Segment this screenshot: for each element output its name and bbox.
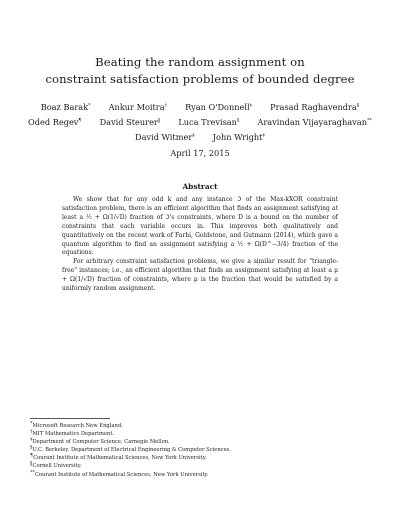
affiliation-mark: * — [88, 102, 91, 109]
footnote — [30, 462, 370, 470]
author-name: Boaz Barak — [40, 102, 89, 112]
author — [41, 100, 91, 115]
title-line-1: Beating the random assignment on — [95, 55, 305, 69]
affiliation-mark: ‡ — [262, 132, 265, 139]
paper-title — [0, 54, 400, 88]
footnote-mark: * — [30, 420, 33, 427]
affiliation-mark: ‡ — [249, 102, 253, 109]
author-name: John Wright — [212, 132, 263, 142]
abstract-heading: Abstract — [182, 182, 218, 191]
footnote-mark: ** — [30, 468, 35, 475]
abstract-body — [62, 196, 338, 294]
affiliation-mark: ‖ — [157, 117, 161, 124]
footnote-mark: § — [30, 444, 33, 451]
affiliation-mark: ‡ — [192, 132, 195, 139]
author-row — [30, 100, 370, 115]
footnote-text: Cornell University. — [32, 463, 82, 470]
footnotes — [30, 422, 370, 479]
author — [270, 100, 359, 115]
author-name: Aravindan Vijayaraghavan — [257, 117, 367, 127]
affiliation-mark: ¶ — [78, 117, 82, 124]
footnote-mark: ‖ — [30, 460, 33, 467]
footnote — [30, 468, 370, 479]
affiliation-mark: § — [236, 117, 240, 124]
author-name: David Witmer — [135, 132, 193, 142]
author — [109, 100, 167, 115]
footnote-mark: ¶ — [30, 452, 34, 459]
author-name: David Steurer — [99, 117, 158, 127]
paper-date: April 17, 2015 — [170, 148, 230, 158]
author — [185, 100, 252, 115]
footnote-text: Microsoft Research New England. — [32, 423, 123, 429]
footnote-text: Department of Computer Science, Carnegie Mellon. — [32, 439, 170, 446]
author — [213, 130, 265, 145]
footnote — [30, 422, 370, 430]
author-row — [30, 115, 370, 130]
author-name: Luca Trevisan — [178, 117, 237, 127]
affiliation-mark: † — [164, 102, 168, 109]
author — [28, 115, 82, 130]
author — [178, 115, 239, 130]
author — [257, 115, 372, 130]
author — [135, 130, 195, 145]
abstract-paragraph: We show that for any odd k and any instance ℑ of the Max-kXOR constraint satisfaction problem, there is an efficient algorithm that finds an assignment satisfying at least a ½ + Ω(1/√D) fraction of ℑ's constraints, where D is a bound on the number of constraints that each variable occurs in. This improves both qualitatively and quantitatively on the recent work of Farhi, Goldstone, and Gutmann (2014), which gave a quantum algorithm to find an assignment satisfying a ½ + Ω(D^−3/4) fraction of the equations. — [62, 196, 338, 257]
author-name: Ryan O'Donnell — [185, 102, 250, 112]
footnote-mark: ‡ — [30, 436, 33, 443]
footnote — [30, 454, 370, 462]
footnote-rule — [30, 418, 110, 419]
footnote-text: U.C. Berkeley, Department of Electrical Engineering & Computer Sciences. — [32, 447, 231, 454]
author-row — [30, 130, 370, 145]
author-name: Oded Regev — [28, 117, 79, 127]
footnote-text: MIT Mathematics Department. — [32, 431, 115, 438]
author — [100, 115, 161, 130]
affiliation-mark: § — [356, 102, 360, 109]
author-name: Prasad Raghavendra — [270, 102, 357, 112]
footnote — [30, 438, 370, 446]
footnote-mark: † — [30, 428, 33, 435]
footnote-text: Courant Institute of Mathematical Sciences, New York University. — [35, 471, 209, 478]
footnote — [30, 446, 370, 454]
author-name: Ankur Moitra — [108, 102, 165, 112]
affiliation-mark: ** — [366, 117, 372, 124]
title-line-2: constraint satisfaction problems of bounded degree — [45, 72, 355, 86]
abstract-paragraph: For arbitrary constraint satisfaction problems, we give a similar result for "triangle-free" instances; i.e., an efficient algorithm that finds an assignment satisfying at least a μ + Ω(1/√D) fraction of constraints, where μ is the fraction that would be satisfied by a uniformly random assignment. — [62, 258, 338, 293]
footnote-text: Courant Institute of Mathematical Sciences, New York University. — [33, 455, 207, 462]
footnote — [30, 430, 370, 438]
author-block — [30, 100, 370, 145]
